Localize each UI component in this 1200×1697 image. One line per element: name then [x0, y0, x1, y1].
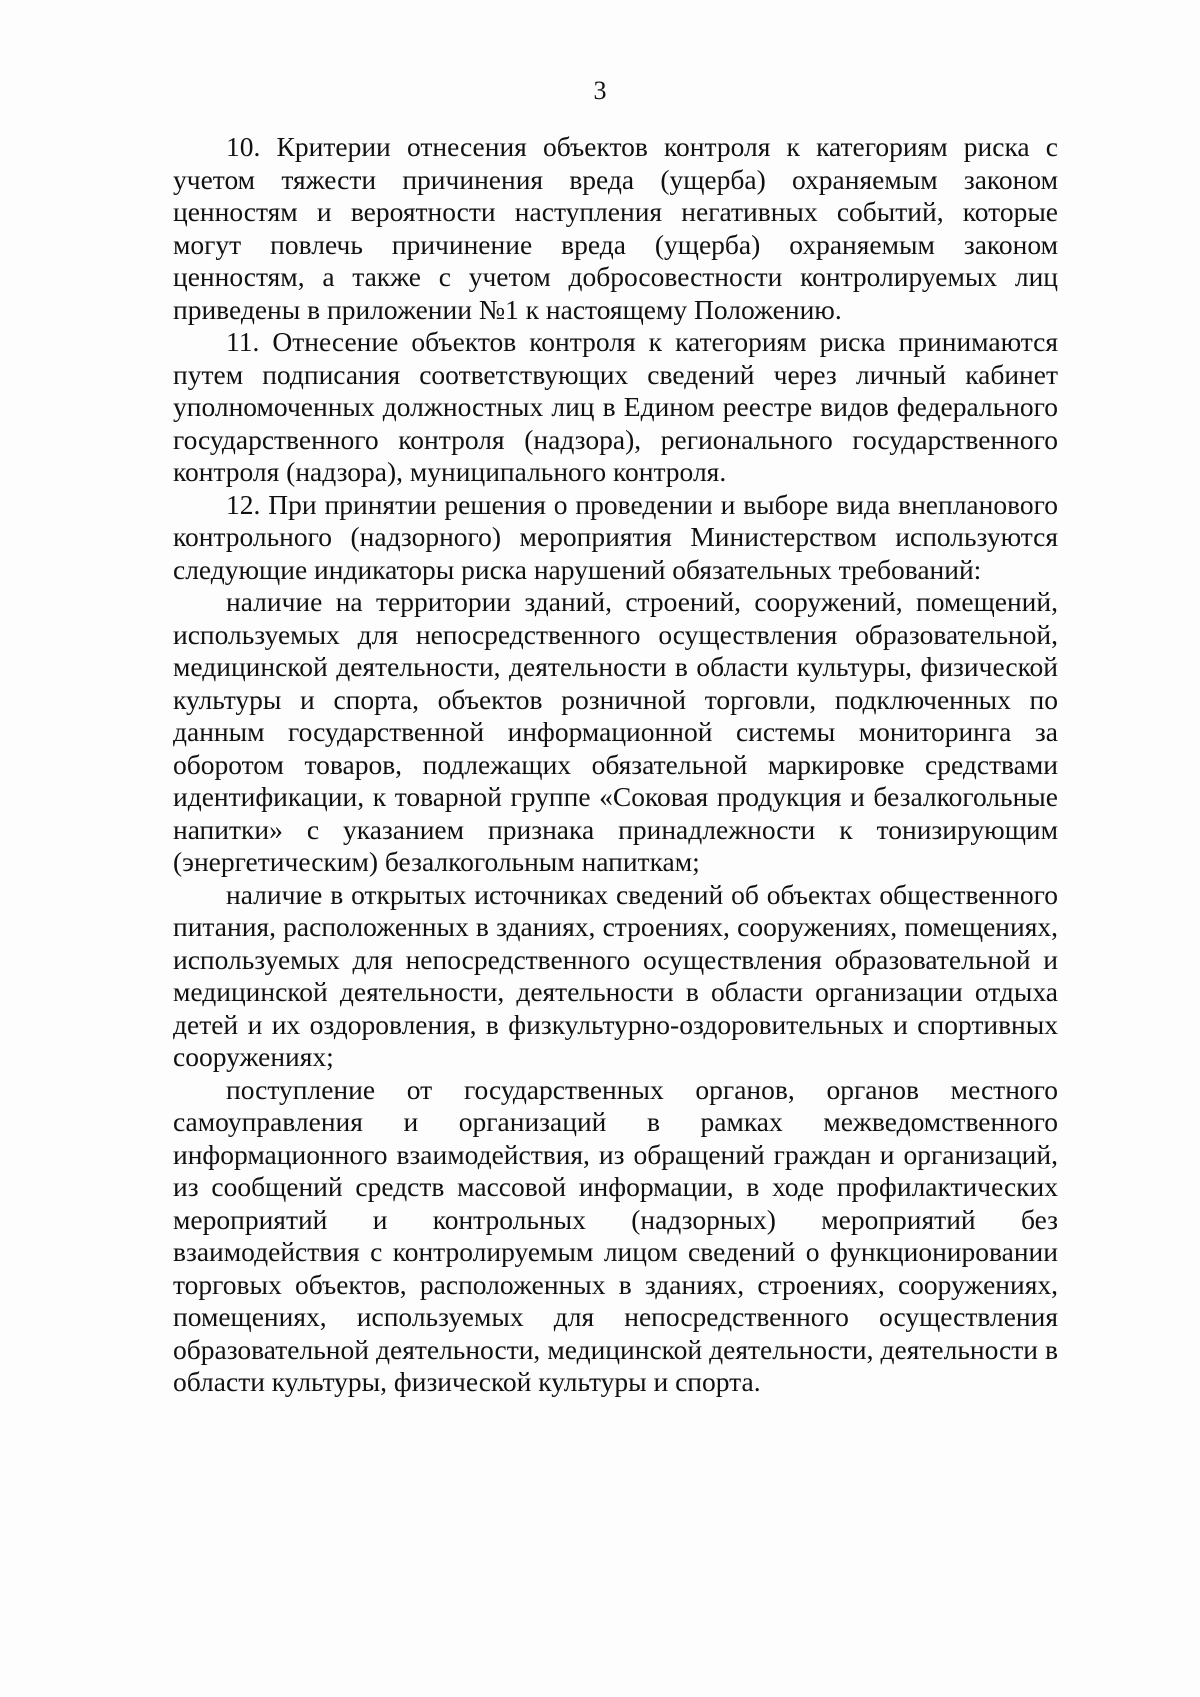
paragraph-criteria: 10. Критерии отнесения объектов контроля к категориям риска с учетом тяжести причинения вреда (ущерба) охраняемым законом ценностям и вероятности наступления негативных событий, которые могут повлечь причинение вреда (ущерба) охраняемым законом ценностям, а также с учетом добросовестности контролируемых лиц приведены в приложении №1 к настоящему Положению.	[173, 131, 1058, 325]
paragraph-risk-indicators-intro: 12. При принятии решения о проведении и выборе вида внепланового контрольного (надзорного) мероприятия Министерством используются следующие индикаторы риска нарушений обязательных требований:	[173, 488, 1058, 585]
paragraph-indicator-retail: наличие на территории зданий, строений, сооружений, помещений, используемых для непосредственного осуществления образовательной, медицинской деятельности, деятельности в области культуры, физической культуры и спорта, объектов розничной торговли, подключенных по данным государственной информационной системы мониторинга за оборотом товаров, подлежащих обязательной маркировке средствами идентификации, к товарной группе «Соковая продукция и безалкогольные напитки» с указанием признака принадлежности к тонизирующим (энергетическим) безалкогольным напиткам;	[173, 586, 1058, 877]
page-number: 3	[593, 76, 607, 105]
paragraph-indicator-reports: поступление от государственных органов, органов местного самоуправления и организаций в рамках межведомственного информационного взаимодействия, из обращений граждан и организаций, из сообщений средств массовой информации, в ходе профилактических мероприятий и контрольных (надзорных) мероприятий без взаимодействия с контролируемым лицом сведений о функционировании торговых объектов, расположенных в зданиях, строениях, сооружениях, помещениях, используемых для непосредственного осуществления образовательной деятельности, медицинской деятельности, деятельности в области культуры, физической культуры и спорта.	[173, 1073, 1058, 1397]
paragraph-indicator-catering: наличие в открытых источниках сведений об объектах общественного питания, расположенных в зданиях, строениях, сооружениях, помещениях, используемых для непосредственного осуществления образовательной и медицинской деятельности, деятельности в области организации отдыха детей и их оздоровления, в физкультурно-оздоровительных и спортивных сооружениях;	[173, 878, 1058, 1072]
paragraph-risk-assignment: 11. Отнесение объектов контроля к категориям риска принимаются путем подписания соответствующих сведений через личный кабинет уполномоченных должностных лиц в Едином реестре видов федерального государственного контроля (надзора), регионального государственного контроля (надзора), муниципального контроля.	[173, 326, 1058, 487]
document-body	[173, 131, 1058, 1399]
